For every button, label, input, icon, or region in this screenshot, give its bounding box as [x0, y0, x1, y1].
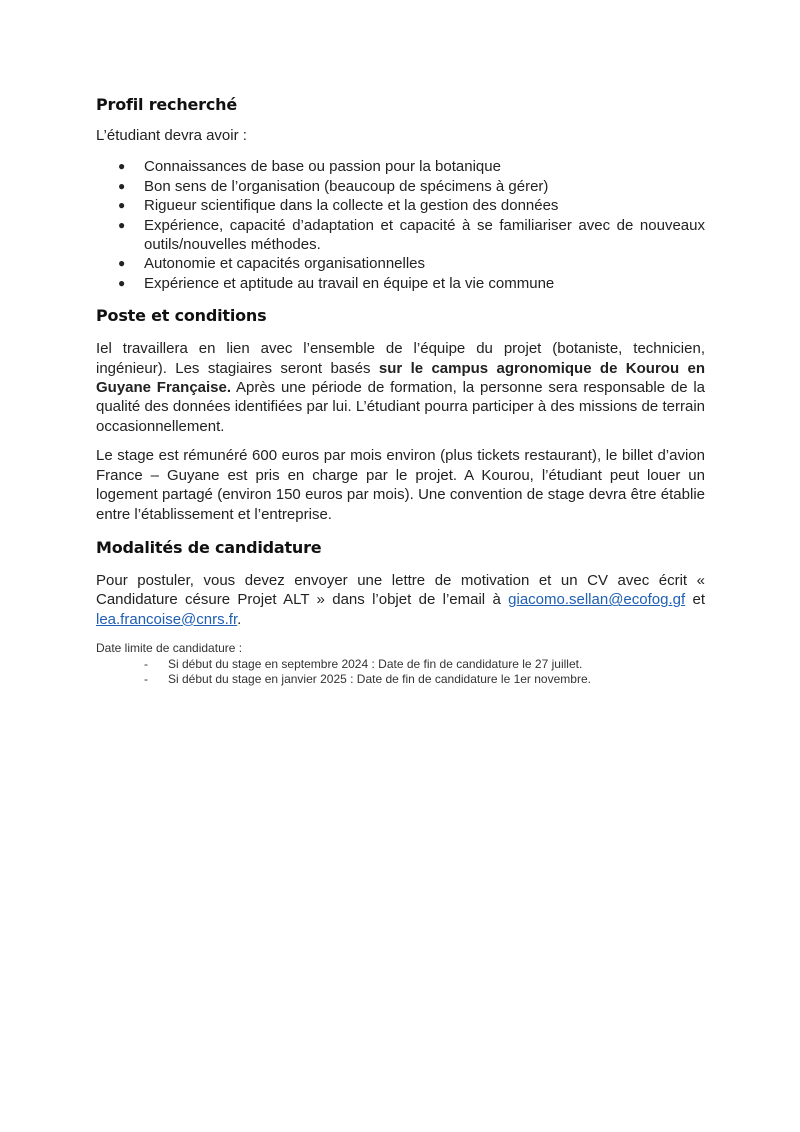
heading-profil: Profil recherché: [96, 95, 237, 114]
heading-modalites: Modalités de candidature: [96, 537, 322, 557]
list-item: ● Autonomie et capacités organisationnelles: [118, 255, 426, 273]
poste-paragraph-1: Iel travaillera en lien avec l’ensemble de l’équipe du projet (botaniste, technicien, ingénieur). Les stagiaires seront basés sur le campus agronomique de Kourou en Guyane Française. Après une période de formation, la personne sera responsable de la qualité des données identifiées par lui. L’étudiant pourra participer à des missions de terrain occasionnellement.: [96, 340, 705, 435]
bullet-icon: ●: [118, 178, 126, 193]
heading-poste: Poste et conditions: [96, 306, 267, 326]
document-content: [96, 95, 705, 688]
bullet-icon: ●: [118, 198, 126, 213]
campus-location: sur le campus agronomique de Kourou en Guyane Française.: [96, 359, 705, 397]
list-item: - Si début du stage en septembre 2024 : Date de fin de candidature le 27 juillet.: [144, 656, 583, 671]
modalites-paragraph: Pour postuler, vous devez envoyer une lettre de motivation et un CV avec écrit « Candidature césure Projet ALT » dans l’objet de l’email à giacomo.sellan@ecofog.gf et lea.francoise@cnrs.fr.: [96, 571, 705, 628]
profil-list: [96, 157, 705, 293]
deadline-label: Date limite de candidature :: [96, 641, 243, 656]
bullet-icon: ●: [118, 159, 126, 174]
dash-icon: -: [144, 656, 148, 671]
list-item: ● Expérience, capacité d’adaptation et capacité à se familiariser avec de nouveaux outils/nouvelles méthodes.: [118, 216, 705, 254]
list-item: ● Expérience et aptitude au travail en équipe et la vie commune: [118, 274, 555, 292]
bullet-icon: ●: [118, 275, 126, 290]
email-link-lea[interactable]: lea.francoise@cnrs.fr: [96, 610, 238, 628]
list-item: - Si début du stage en janvier 2025 : Date de fin de candidature le 1er novembre.: [144, 672, 591, 687]
list-item: ● Bon sens de l’organisation (beaucoup de spécimens à gérer): [118, 177, 549, 195]
email-link-giacomo[interactable]: giacomo.sellan@ecofog.gf: [508, 591, 686, 609]
list-item: ● Rigueur scientifique dans la collecte et la gestion des données: [118, 197, 559, 215]
deadline-list: [96, 657, 705, 688]
poste-paragraph-2: Le stage est rémunéré 600 euros par mois environ (plus tickets restaurant), le billet d’avion France – Guyane est pris en charge par le projet. A Kourou, l’étudiant peut louer un logement partagé (environ 150 euros par mois). Une convention de stage devra être établie entre l’établissement et l’entreprise.: [96, 447, 705, 523]
bullet-icon: ●: [118, 256, 126, 271]
dash-icon: -: [144, 672, 148, 687]
bullet-icon: ●: [118, 217, 126, 232]
list-item: ● Connaissances de base ou passion pour la botanique: [118, 158, 501, 176]
profil-intro: L’étudiant devra avoir :: [96, 127, 247, 144]
